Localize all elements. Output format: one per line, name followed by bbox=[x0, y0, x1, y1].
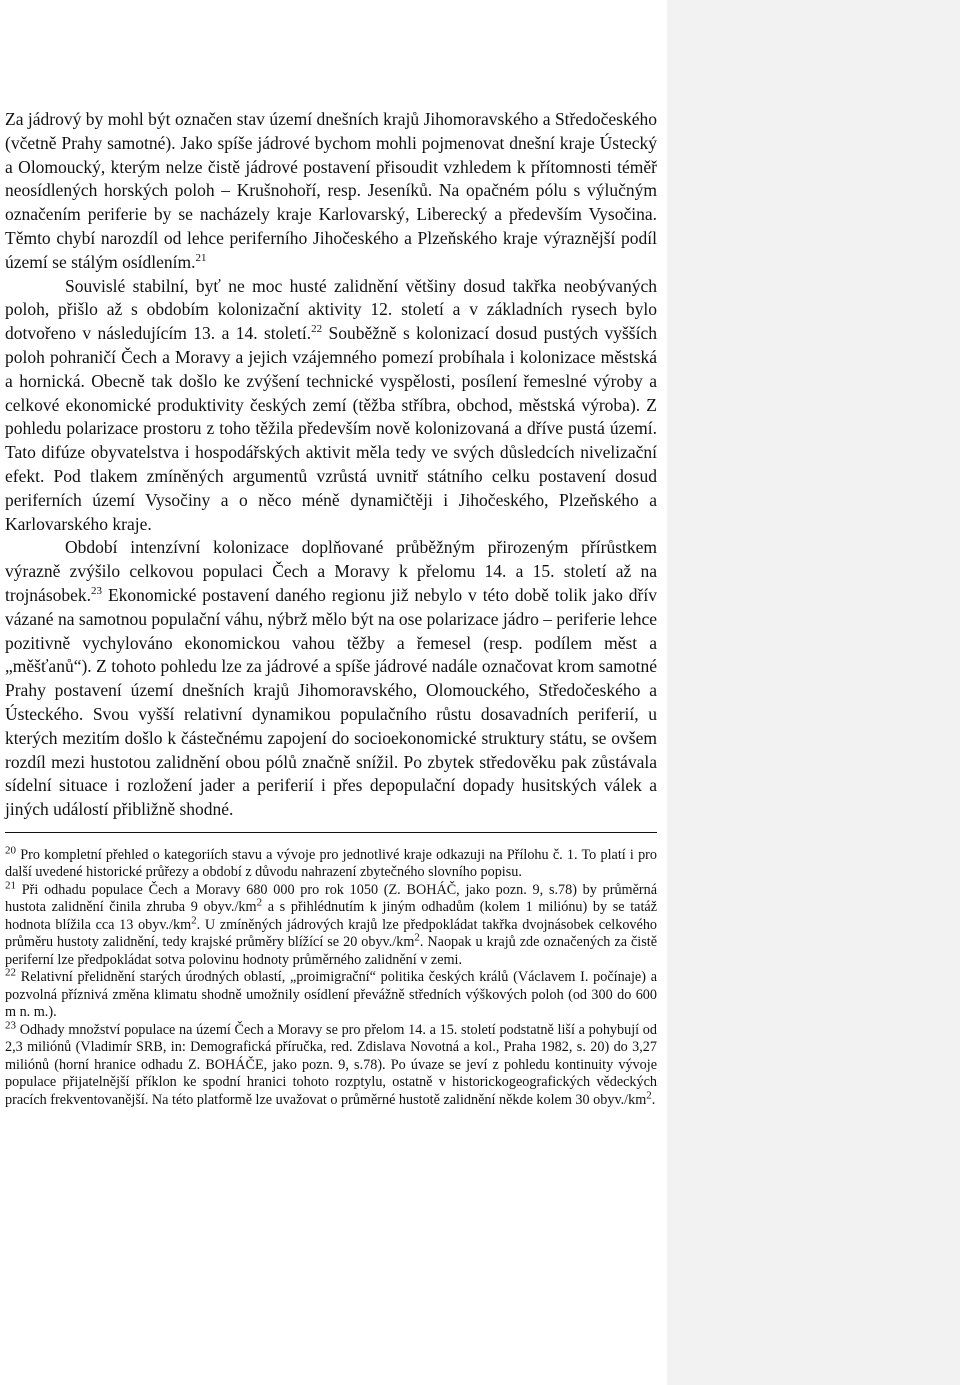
footnote-23-text-b: . bbox=[651, 1091, 656, 1108]
footnote-21-text-d: . Naopak u krajů zde označených za čistě periferní lze předpokládat sotva polovinu hodnoty průměrného zalidnění v zemi. bbox=[5, 934, 657, 968]
paragraph-3-text-cont: Ekonomické postavení daného regionu již nebylo v této době tolik jako dřív vázané na samotnou populační váhu, nýbrž mělo být na ose polarizace jádro – periferie lehce pozitivně vychylováno ekonomickou vahou těžby a řemesel (resp. podílem měst a „měšťanů“). Z tohoto pohledu lze za jádrové a spíše jádrové nadále označovat krom samotné Prahy postavení území dnešních krajů Jihomoravského, Olomouckého, Středočeského a Ústeckého. Svou vyšší relativní dynamikou populačního růstu dosavadních periferií, u kterých mezitím došlo k částečnému zapojení do socioekonomické struktury státu, se ovšem rozdíl mezi hustotou zalidnění obou pólů značně snížil. Po zbytek středověku pak zůstávala sídelní situace i rozložení jader a periferií i přes depopulační dopady husitských válek a jiných událostí přibližně shodné. bbox=[5, 584, 657, 820]
paragraph-2-text: Souvislé stabilní, byť ne moc husté zalidnění většiny dosud takřka neobývaných poloh, přišlo až s obdobím kolonizační aktivity 12. století a v základních rysech bylo dotvořeno v následujícím 13. a 14. století. bbox=[5, 275, 657, 344]
superscript-2: 2 bbox=[191, 914, 197, 927]
paragraph-3 bbox=[5, 536, 657, 822]
footnote-number-22: 22 bbox=[5, 966, 16, 979]
footnote-21-text-a: Při odhadu populace Čech a Moravy 680 000 pro rok 1050 (Z. BOHÁČ, jako pozn. 9, s.78) by průměrná hustota zalidnění činila zhruba 9 obyv./km bbox=[5, 881, 657, 916]
footnote-number-23: 23 bbox=[5, 1019, 16, 1032]
footnote-number-21: 21 bbox=[5, 879, 16, 892]
paragraph-1 bbox=[5, 108, 657, 275]
footnote-separator bbox=[5, 832, 657, 833]
footnote-23-text-a: Odhady množství populace na území Čech a Moravy se pro přelom 14. a 15. století podstatně liší a pohybují od 2,3 miliónů (Vladimír SRB, in: Demografická příručka, red. Zdislava Novotná a kol., Praha 1982, s. 20) do 3,27 miliónů (horní hranice odhadu Z. BOHÁČE, jako pozn. 9, s.78). Po úvaze se jeví z pohledu kontinuity vývoje populace přijatelnější příklon ke spodní hranici tohoto rozptylu, ostatně v historickogeografických vědeckých pracích frekventovanější. Na této platformě lze uvažovat o průměrné hustotě zalidnění někde kolem 30 obyv./km bbox=[5, 1021, 657, 1108]
footnote-20 bbox=[5, 844, 657, 882]
paragraph-2-text-cont: Souběžně s kolonizací dosud pustých vyšších poloh pohraničí Čech a Moravy a jejich vzájemného pomezí probíhala i kolonizace městská a hornická. Obecně tak došlo ke zvýšení technické vyspělosti, posílení řemeslné výroby a celkové ekonomické produktivity českých zemí (těžba stříbra, obchod, městská výroba). Z pohledu polarizace prostoru z toho těžila především nově kolonizovaná a dříve pustá území. Tato difúze obyvatelstva i hospodářských aktivit měla tedy ve svých důsledcích nivelizační efekt. Pod tlakem zmíněných argumentů vzrůstá uvnitř státního celku postavení dosud periferních území Vysočiny a o něco méně dynamičtěji i Jihočeského, Plzeňského a Karlovarského kraje. bbox=[5, 323, 657, 534]
footnote-ref-21[interactable]: 21 bbox=[195, 251, 207, 264]
paragraph-1-text: Za jádrový by mohl být označen stav území dnešních krajů Jihomoravského a Středočeského (včetně Prahy samotné). Jako spíše jádrové bychom mohli pojmenovat dnešní kraje Ústecký a Olomoucký, kterým nelze čistě jádrové postavení přisoudit vzhledem k přítomnosti téměř neosídlených horských poloh – Krušnohoří, resp. Jeseníků. Na opačném pólu s výlučným označením periferie by se nacházely kraje Karlovarský, Liberecký a především Vysočina. Těmto chybí narozdíl od lehce periferního Jihočeského a Plzeňského kraje výraznější podíl území se stálým osídlením. bbox=[5, 109, 657, 272]
right-sidebar-panel bbox=[667, 0, 960, 1385]
superscript-2: 2 bbox=[414, 931, 420, 944]
superscript-2: 2 bbox=[646, 1089, 652, 1102]
footnote-21-text-b: a s přihlédnutím k jiným odhadům (kolem 1 miliónu) by se tatáž hodnota blížila cca 13 obyv./km bbox=[5, 899, 657, 933]
footnote-number-20: 20 bbox=[5, 844, 16, 857]
footnote-22 bbox=[5, 966, 657, 1022]
paragraph-2 bbox=[5, 275, 657, 537]
document-page bbox=[5, 108, 657, 1109]
footnote-21 bbox=[5, 879, 658, 970]
paragraph-3-text: Období intenzívní kolonizace doplňované průběžným přirozeným přírůstkem výrazně zvýšilo celkovou populaci Čech a Moravy k přelomu 14. a 15. století až na trojnásobek. bbox=[5, 537, 657, 605]
superscript-2: 2 bbox=[256, 896, 263, 909]
footnote-22-text: Relativní přelidnění starých úrodných oblastí, „proimigrační“ politika českých králů (Václavem I. počínaje) a pozvolná příznivá změna klimatu shodně umožnily osídlení převážně středních výškových poloh (od 300 do 600 m n. m.). bbox=[5, 969, 657, 1021]
footnote-ref-23[interactable]: 23 bbox=[91, 585, 103, 598]
footnote-20-text: Pro kompletní přehled o kategoriích stavu a vývoje pro jednotlivé kraje odkazuji na Přílohu č. 1. To platí i pro další uvedené historické průřezy a období z důvodu nahrazení zbytečného slovního popisu. bbox=[5, 846, 657, 881]
footnote-ref-22[interactable]: 22 bbox=[311, 323, 323, 336]
footnote-23 bbox=[5, 1019, 657, 1110]
footnote-21-text-c: . U zmíněných jádrových krajů lze předpokládat takřka dvojnásobek celkového průměru hustoty zalidnění, tedy krajské průměry blížící se 20 obyv./km bbox=[5, 916, 658, 951]
